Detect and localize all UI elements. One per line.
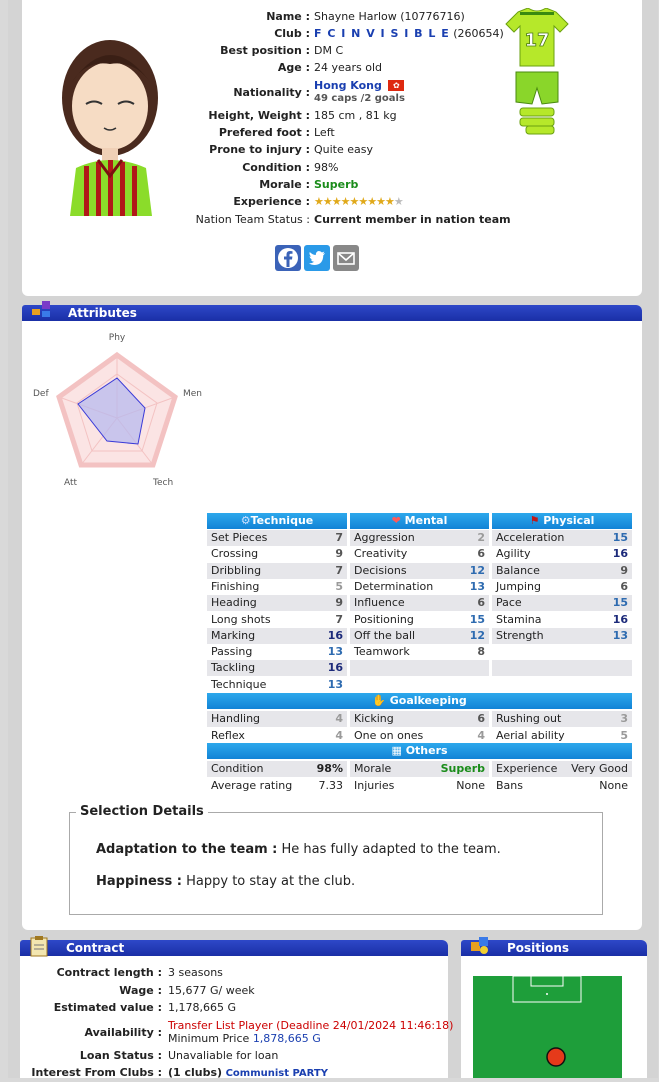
facebook-share-button[interactable] [275,245,301,271]
shirt-number: 17 [524,30,550,51]
attribute-name: Positioning [354,612,414,626]
info-label: Height, Weight : [208,109,310,122]
attribute-value: 2 [477,531,485,544]
info-label: Nation Team Status : [195,213,310,226]
attribute-row [350,595,489,611]
attribute-row [350,778,489,794]
attribute-value: 5 [335,579,343,593]
attribute-value: 13 [612,628,628,642]
attribute-row [492,761,632,777]
adaptation-line [96,842,501,857]
info-label: Condition : [242,161,310,174]
player-name: Shayne Harlow (10776716) [314,10,465,23]
attribute-value: 7 [335,563,343,577]
info-label: Name : [266,10,310,23]
experience-stars [314,193,403,210]
attribute-value: 98% [316,762,343,775]
info-row-nationality [194,78,494,108]
attribute-name: Agility [496,547,531,561]
attribute-name: Aerial ability [496,729,565,742]
attribute-row [207,711,347,727]
others-icon: ▦ [391,744,402,757]
goalkeeping-title: Goalkeeping [389,694,467,707]
attribute-row [350,579,489,595]
transfer-status: Transfer List Player (Deadline 24/01/2024 11:46:18) [168,1019,454,1032]
attribute-value: 12 [469,563,485,577]
attribute-value: 6 [477,547,485,561]
attribute-row [207,778,347,794]
attribute-value: 16 [612,547,628,561]
gear-icon: ⚙ [240,514,251,527]
info-row-foot [194,124,494,141]
attribute-name: Aggression [354,531,415,544]
info-row-position [194,42,494,59]
position-marker [547,1048,565,1066]
minimum-price-value: 1,878,665 G [252,1032,321,1045]
kit-shorts-icon [514,70,560,106]
club-link[interactable]: F C I N V I S I B L E [314,27,450,40]
happiness-label: Happiness : [96,874,182,889]
star-filled-icon: ★ [385,195,394,208]
attribute-value: Superb [440,762,485,775]
contract-row-value [20,999,440,1016]
contract-label: Contract length : [56,966,162,979]
attribute-row [207,612,347,628]
info-row-injury [194,141,494,158]
radar-axis-label: Phy [108,333,126,343]
contract-header [20,940,448,956]
info-row-nation-team [194,211,511,228]
nationality-link[interactable]: Hong Kong [314,79,382,92]
attribute-value: Very Good [571,762,628,775]
info-label: Age : [277,61,310,74]
attribute-value: 16 [327,628,343,642]
positions-pitch [473,976,622,1078]
attribute-name: Determination [354,579,434,593]
attribute-name: Marking [211,628,256,642]
adaptation-label: Adaptation to the team : [96,842,278,857]
attribute-name: Experience [496,762,558,775]
attribute-value: 4 [335,729,343,742]
attribute-value: 12 [469,628,485,642]
positions-icon [469,934,491,956]
age: 24 years old [314,61,383,74]
info-label: Morale : [259,178,310,191]
info-row-experience [194,193,494,210]
attribute-name: Balance [496,563,540,577]
attribute-value: 8 [477,645,485,659]
info-row-condition [194,159,494,176]
attribute-name: Dribbling [211,563,262,577]
attribute-name: Passing [211,645,253,659]
attribute-value: 7 [335,531,343,544]
info-label: Prefered foot : [218,126,310,139]
email-icon [333,245,359,271]
contract-row-loan [20,1047,440,1064]
attribute-row [207,563,347,579]
attribute-name: Jumping [496,579,541,593]
attribute-row [350,677,489,693]
attribute-row [207,761,347,777]
attribute-name: Acceleration [496,531,565,544]
attribute-row [492,563,632,579]
attribute-value: 9 [335,596,343,610]
contract-row-availability [20,1017,454,1047]
attribute-row [350,563,489,579]
attribute-name: Teamwork [354,645,410,659]
contract-length: 3 seasons [168,966,223,979]
interested-club-link[interactable]: Communist PARTY [225,1068,328,1079]
attribute-name: Finishing [211,579,260,593]
attributes-title: Attributes [68,306,137,320]
attribute-name: Bans [496,779,523,792]
attributes-header [22,305,642,321]
attribute-name: Kicking [354,712,394,725]
physical-title: Physical [543,514,595,527]
attribute-name: Morale [354,762,392,775]
attribute-value: 16 [612,612,628,626]
twitter-icon [304,245,330,271]
star-filled-icon: ★ [349,195,359,208]
attribute-row [207,644,347,660]
contract-row-wage [20,982,440,999]
technique-header [207,513,347,529]
attribute-row [492,711,632,727]
attribute-row [492,595,632,611]
info-row-name [194,8,494,25]
attribute-name: One on ones [354,729,424,742]
wage: 15,677 G/ week [168,984,255,997]
star-filled-icon: ★ [331,195,341,208]
attribute-row [207,628,347,644]
info-label: Nationality : [233,86,310,99]
contract-label: Estimated value : [53,1001,162,1014]
happiness-value: Happy to stay at the club. [182,874,356,889]
attribute-value: 3 [620,712,628,725]
attribute-row [350,728,489,744]
info-label: Experience : [233,195,310,208]
attribute-value: None [599,779,628,792]
selection-details-box [69,812,603,915]
attribute-name: Tackling [211,661,256,675]
star-empty-icon: ★ [393,195,403,208]
info-row-club [194,25,504,42]
attribute-row [350,761,489,777]
attribute-row [492,579,632,595]
attribute-name: Decisions [354,563,407,577]
attribute-row [350,546,489,562]
attributes-icon [30,299,52,319]
attribute-name: Set Pieces [211,531,268,544]
attribute-value: 13 [327,677,343,691]
radar-axis-label: Tech [153,478,174,488]
positions-header [461,940,647,956]
star-filled-icon: ★ [358,195,368,208]
attribute-row [350,660,489,676]
attribute-row [492,677,632,693]
goalkeeping-header [207,693,632,709]
attribute-row [492,728,632,744]
hong-kong-flag-icon: ✿ [388,80,404,91]
attribute-name: Technique [211,677,267,691]
attribute-name: Reflex [211,729,245,742]
attribute-value: 6 [477,712,485,725]
info-label: Prone to injury : [209,143,310,156]
attribute-row [207,530,347,546]
attribute-row [492,660,632,676]
contract-title: Contract [66,941,125,955]
radar-axis-label: Att [64,478,78,488]
adaptation-value: He has fully adapted to the team. [277,842,501,857]
attribute-value: 13 [327,645,343,659]
profile-info [194,8,514,233]
physical-header [492,513,632,529]
injury-proneness: Quite easy [314,143,374,156]
attribute-row [492,546,632,562]
attribute-row [350,628,489,644]
attribute-value: 6 [620,579,628,593]
info-row-height-weight [194,107,494,124]
morale: Superb [314,178,359,191]
star-filled-icon: ★ [376,195,385,208]
kit-socks-icon [518,106,558,136]
attribute-value: 13 [469,579,485,593]
loan-status: Unavaliable for loan [168,1049,279,1062]
attribute-value: 15 [612,531,628,544]
attribute-value: 7 [335,612,343,626]
attribute-name: Influence [354,596,405,610]
nation-team-status: Current member in nation team [314,213,511,226]
attribute-row [207,546,347,562]
weightlifter-icon: ⚑ [529,514,540,527]
facebook-icon [275,245,301,271]
best-position: DM C [314,44,344,57]
attribute-name: Injuries [354,779,395,792]
happiness-line [96,874,355,889]
heart-icon: ❤ [391,514,401,527]
attribute-row [350,644,489,660]
club-id: (260654) [449,27,504,40]
attribute-name: Heading [211,596,257,610]
selection-details-title: Selection Details [76,804,208,819]
attribute-name: Condition [211,762,264,775]
attribute-name: Rushing out [496,712,562,725]
preferred-foot: Left [314,126,335,139]
email-share-button[interactable] [333,245,359,271]
contract-label: Loan Status : [79,1049,162,1062]
info-row-age [194,59,494,76]
estimated-value: 1,178,665 G [168,1001,237,1014]
clipboard-icon [28,934,50,958]
attribute-row [350,612,489,628]
attribute-value: 6 [477,596,485,610]
attribute-name: Creativity [354,547,408,561]
contract-label: Wage : [119,984,162,997]
attribute-row [492,778,632,794]
attribute-name: Average rating [211,779,293,792]
attribute-value: 16 [327,661,343,675]
attribute-name: Handling [211,712,261,725]
attribute-name: Crossing [211,547,259,561]
attribute-name: Strength [496,628,544,642]
attribute-row [492,644,632,660]
attribute-value: None [456,779,485,792]
attribute-row [207,595,347,611]
others-title: Others [405,744,448,757]
minimum-price-label: Minimum Price [168,1032,253,1045]
attribute-value: 9 [335,547,343,561]
interest-count: (1 clubs) [168,1066,223,1079]
attribute-value: 15 [469,612,485,626]
attribute-name: Long shots [211,612,271,626]
attribute-row [207,677,347,693]
attribute-row [492,530,632,546]
kit-jersey-icon [504,8,570,68]
contract-row-interest [20,1064,440,1081]
attribute-row [492,628,632,644]
attribute-row [207,579,347,595]
contract-label: Interest From Clubs : [31,1066,162,1079]
star-filled-icon: ★ [367,195,377,208]
radar-axis-label: Men [183,389,203,399]
info-label: Club : [274,27,310,40]
attribute-name: Pace [496,596,522,610]
height-weight: 185 cm , 81 kg [314,109,397,122]
attribute-value: 9 [620,563,628,577]
info-label: Best position : [220,44,310,57]
mental-header [350,513,489,529]
attribute-name: Stamina [496,612,542,626]
contract-details [20,964,454,1079]
attribute-value: 15 [612,596,628,610]
attribute-row [350,530,489,546]
info-row-morale [194,176,494,193]
attribute-value: 5 [620,729,628,742]
contract-label: Availability : [84,1026,162,1039]
attribute-value: 4 [335,712,343,725]
attribute-name: Off the ball [354,628,416,642]
positions-title: Positions [507,941,570,955]
star-filled-icon: ★ [322,195,332,208]
condition: 98% [314,161,339,174]
attributes-radar-chart [30,328,210,488]
attribute-row [350,711,489,727]
radar-axis-label: Def [33,389,49,399]
attribute-value: 7.33 [318,779,343,792]
mental-title: Mental [404,514,448,527]
star-filled-icon: ★ [314,195,323,208]
attribute-row [207,728,347,744]
caps-goals: 49 caps /2 goals [314,93,405,104]
twitter-share-button[interactable] [304,245,330,271]
attribute-row [207,660,347,676]
contract-row-length [20,964,440,981]
player-avatar [54,20,164,216]
others-header [207,743,632,759]
star-filled-icon: ★ [340,195,350,208]
attribute-row [492,612,632,628]
technique-title: Technique [250,514,314,527]
attribute-value: 4 [477,729,485,742]
glove-icon: ✋ [372,694,386,707]
